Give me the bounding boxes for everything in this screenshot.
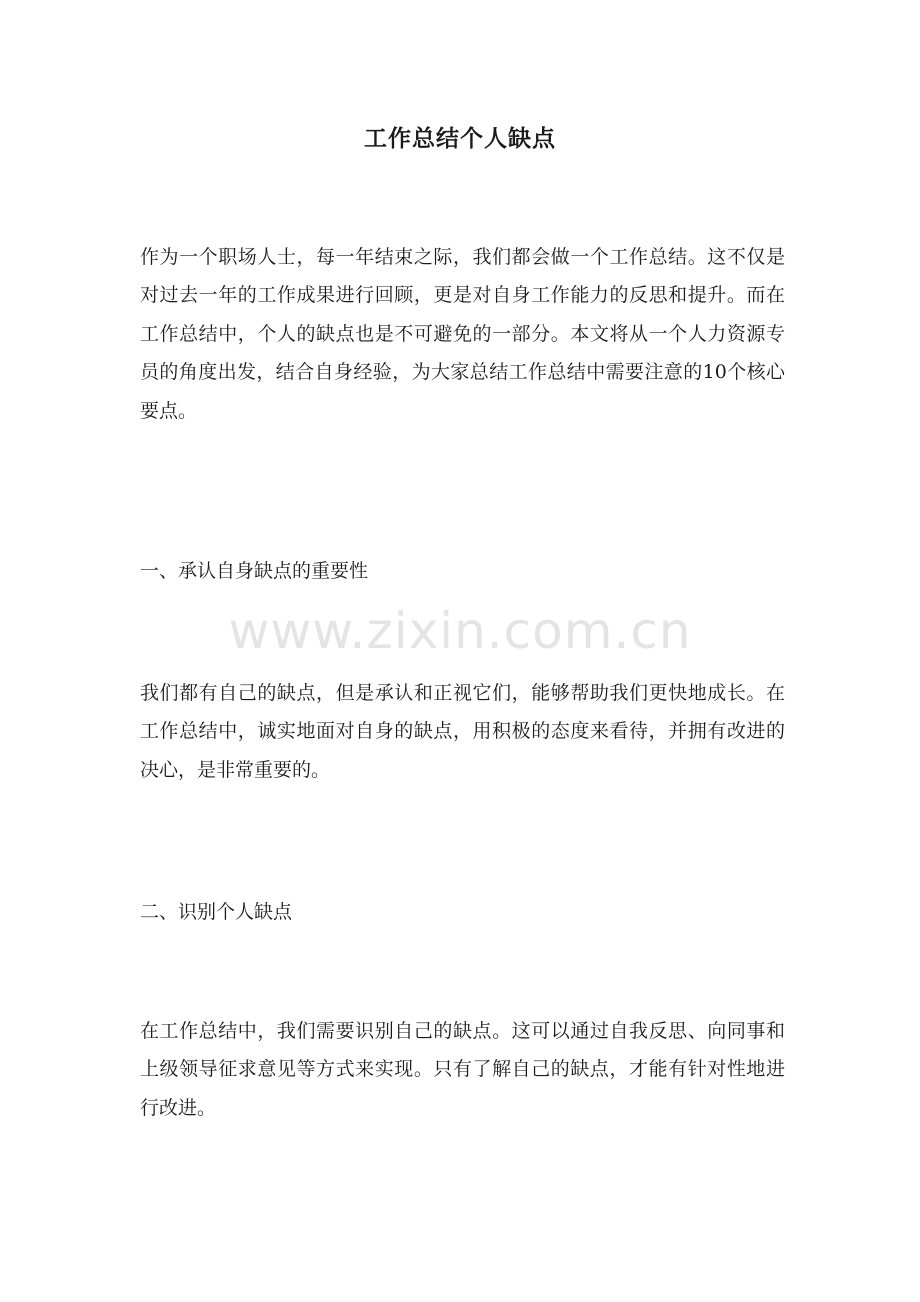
section-heading-1: 一、承认自身缺点的重要性 — [140, 560, 369, 582]
watermark: www.zixin.com.cn — [228, 602, 692, 660]
document-title: 工作总结个人缺点 — [364, 126, 556, 152]
section-heading-2: 二、识别个人缺点 — [140, 901, 293, 923]
section-body-1: 我们都有自己的缺点，但是承认和正视它们，能够帮助我们更快地成长。在工作总结中，诚实地面对自身的缺点，用积极的态度来看待，并拥有改进的决心，是非常重要的。 — [140, 682, 785, 781]
intro-paragraph: 作为一个职场人士，每一年结束之际，我们都会做一个工作总结。这不仅是对过去一年的工作成果进行回顾，更是对自身工作能力的反思和提升。而在工作总结中，个人的缺点也是不可避免的一部分。本文将从一个人力资源专员的角度出发，结合自身经验，为大家总结工作总结中需要注意的10个核心要点。 — [140, 246, 785, 422]
section-body-2: 在工作总结中，我们需要识别自己的缺点。这可以通过自我反思、向同事和上级领导征求意见等方式来实现。只有了解自己的缺点，才能有针对性地进行改进。 — [140, 1020, 785, 1119]
